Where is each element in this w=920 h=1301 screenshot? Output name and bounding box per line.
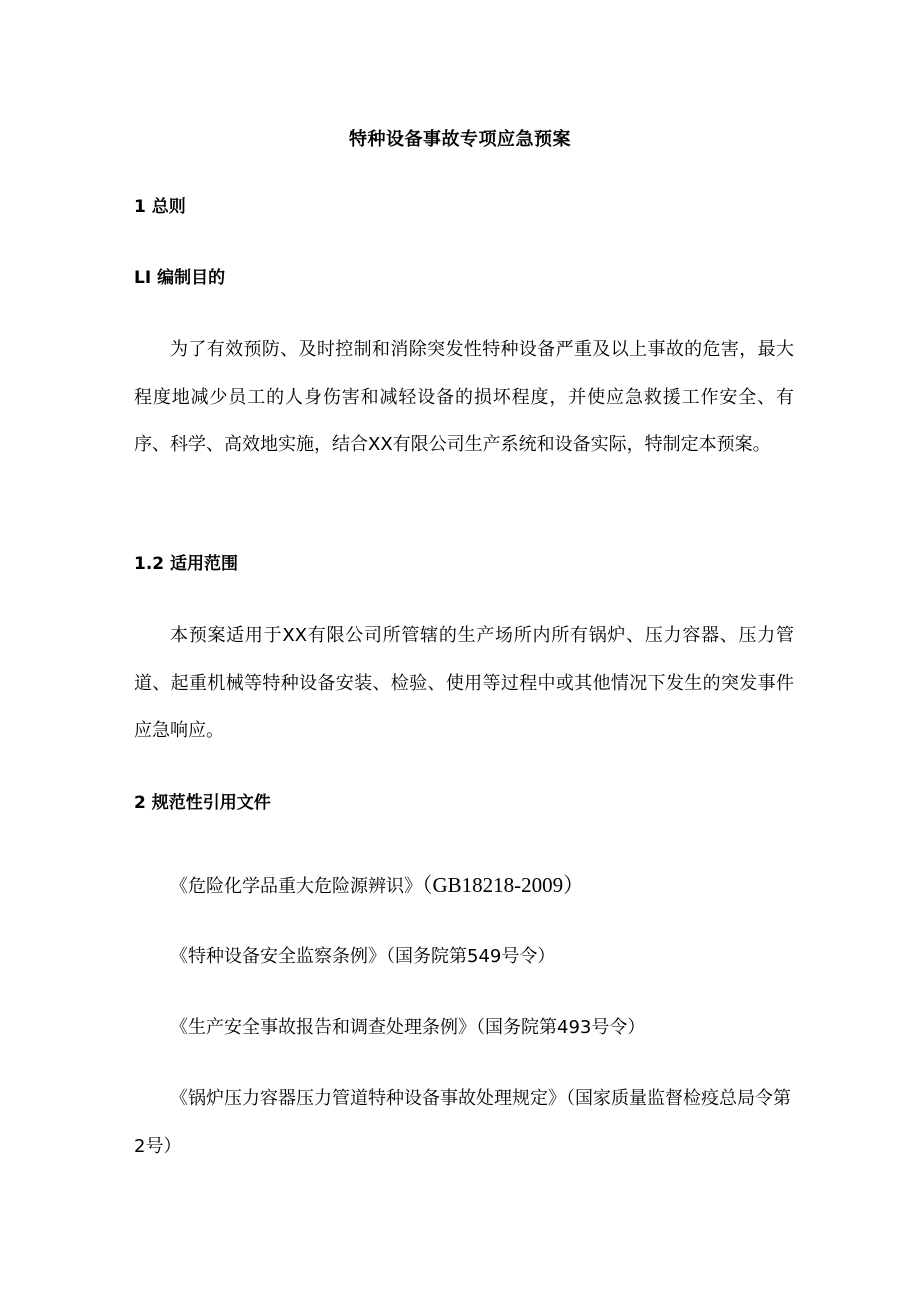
section-heading-purpose: LI 编制目的 [134, 268, 226, 288]
section-heading-references: 2 规范性引用文件 [134, 793, 271, 813]
reference-name: 《生产安全事故报告和调查处理条例》 [170, 1017, 476, 1038]
section-heading-scope: 1.2 适用范围 [134, 554, 239, 574]
reference-name: 《危险化学品重大危险源辨识》 [170, 876, 422, 897]
paragraph-purpose: 为了有效预防、及时控制和消除突发性特种设备严重及以上事故的危害，最大程度地减少员工的人身伤害和减轻设备的损坏程度，并使应急救援工作安全、有序、科学、高效地实施，结合XX有限公司生产系统和设备实际，特制定本预案。 [134, 339, 794, 455]
reference-item [134, 933, 794, 981]
document-title: 特种设备事故专项应急预案 [349, 129, 571, 150]
reference-item [134, 1075, 794, 1170]
reference-name: 《特种设备安全监察条例》 [170, 946, 386, 967]
reference-code: （国务院第549号令） [386, 946, 556, 967]
reference-code: （GB18218-2009） [422, 873, 585, 897]
paragraph-scope: 本预案适用于XX有限公司所管辖的生产场所内所有锅炉、压力容器、压力管道、起重机械等特种设备安装、检验、使用等过程中或其他情况下发生的突发事件应急响应。 [134, 625, 794, 741]
reference-item [134, 1004, 794, 1052]
reference-name: 《锅炉压力容器压力管道特种设备事故处理规定》 [170, 1088, 566, 1109]
section-heading-general: 1 总则 [134, 197, 186, 217]
reference-code: （国务院第493号令） [476, 1017, 646, 1038]
reference-item [134, 862, 794, 911]
reference-code: （国家质量监督检疫总局令第2号） [134, 1088, 791, 1157]
